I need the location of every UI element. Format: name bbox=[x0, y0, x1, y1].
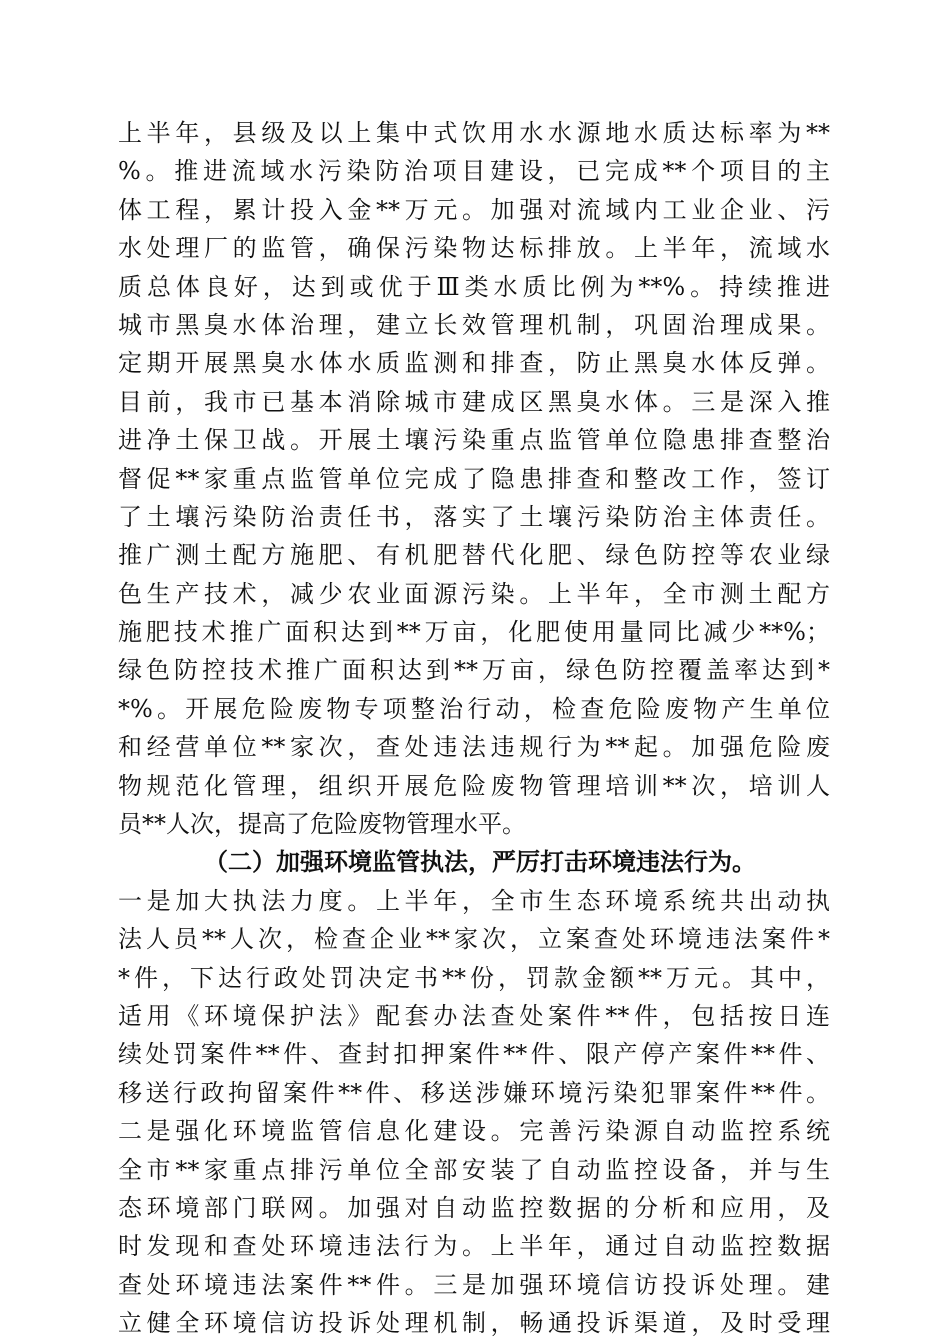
text-line: 水处理厂的监管，确保污染物达标排放。上半年，流域水 bbox=[118, 234, 830, 263]
text-line: 质总体良好，达到或优于Ⅲ类水质比例为**%。持续推进 bbox=[118, 272, 830, 301]
text-line: 移送行政拘留案件**件、移送涉嫌环境污染犯罪案件**件。 bbox=[118, 1078, 830, 1107]
text-line: 上半年，县级及以上集中式饮用水水源地水质达标率为** bbox=[118, 119, 830, 147]
text-line: 一是加大执法力度。上半年，全市生态环境系统共出动执 bbox=[118, 886, 830, 915]
text-line: 立健全环境信访投诉处理机制，畅通投诉渠道，及时受理 bbox=[118, 1309, 830, 1338]
text-line: 和经营单位**家次，查处违法违规行为**起。加强危险废 bbox=[118, 733, 830, 762]
text-line: 法人员**人次，检查企业**家次，立案查处环境违法案件* bbox=[118, 925, 830, 954]
section-heading: （二）加强环境监管执法，严厉打击环境违法行为。 bbox=[204, 847, 756, 877]
text-line: 推广测土配方施肥、有机肥替代化肥、绿色防控等农业绿 bbox=[118, 541, 830, 570]
text-line: *件，下达行政处罚决定书**份，罚款金额**万元。其中， bbox=[118, 963, 830, 992]
text-line: 了土壤污染防治责任书，落实了土壤污染防治主体责任。 bbox=[118, 502, 830, 531]
text-line: *%。开展危险废物专项整治行动，检查危险废物产生单位 bbox=[118, 694, 830, 723]
text-line: %。推进流域水污染防治项目建设，已完成**个项目的主 bbox=[118, 157, 830, 186]
text-line: 二是强化环境监管信息化建设。完善污染源自动监控系统 bbox=[118, 1117, 830, 1146]
text-line: 物规范化管理，组织开展危险废物管理培训**次，培训人 bbox=[118, 771, 830, 800]
text-line: 适用《环境保护法》配套办法查处案件**件，包括按日连 bbox=[118, 1001, 830, 1030]
text-line: 全市**家重点排污单位全部安装了自动监控设备，并与生 bbox=[118, 1155, 830, 1184]
text-line: 续处罚案件**件、查封扣押案件**件、限产停产案件**件、 bbox=[118, 1040, 830, 1069]
text-line: 督促**家重点监管单位完成了隐患排查和整改工作，签订 bbox=[118, 464, 830, 493]
text-line: 绿色防控技术推广面积达到**万亩，绿色防控覆盖率达到* bbox=[118, 656, 830, 685]
text-line: 态环境部门联网。加强对自动监控数据的分析和应用，及 bbox=[118, 1193, 830, 1222]
text-line: 体工程，累计投入金**万元。加强对流域内工业企业、污 bbox=[118, 195, 830, 224]
text-line: 员**人次，提高了危险废物管理水平。 bbox=[118, 810, 526, 839]
text-line: 城市黑臭水体治理，建立长效管理机制，巩固治理成果。 bbox=[118, 310, 830, 339]
text-line: 色生产技术，减少农业面源污染。上半年，全市测土配方 bbox=[118, 579, 830, 608]
body-text bbox=[118, 114, 830, 1343]
text-line: 定期开展黑臭水体水质监测和排查，防止黑臭水体反弹。 bbox=[118, 349, 830, 378]
text-line: 施肥技术推广面积达到**万亩，化肥使用量同比减少**%； bbox=[118, 618, 830, 647]
text-line: 目前，我市已基本消除城市建成区黑臭水体。三是深入推 bbox=[118, 387, 830, 416]
text-line: 进净土保卫战。开展土壤污染重点监管单位隐患排查整治 bbox=[118, 426, 830, 455]
text-line: 时发现和查处环境违法行为。上半年，通过自动监控数据 bbox=[118, 1232, 830, 1261]
text-line: 查处环境违法案件**件。三是加强环境信访投诉处理。建 bbox=[118, 1270, 830, 1299]
